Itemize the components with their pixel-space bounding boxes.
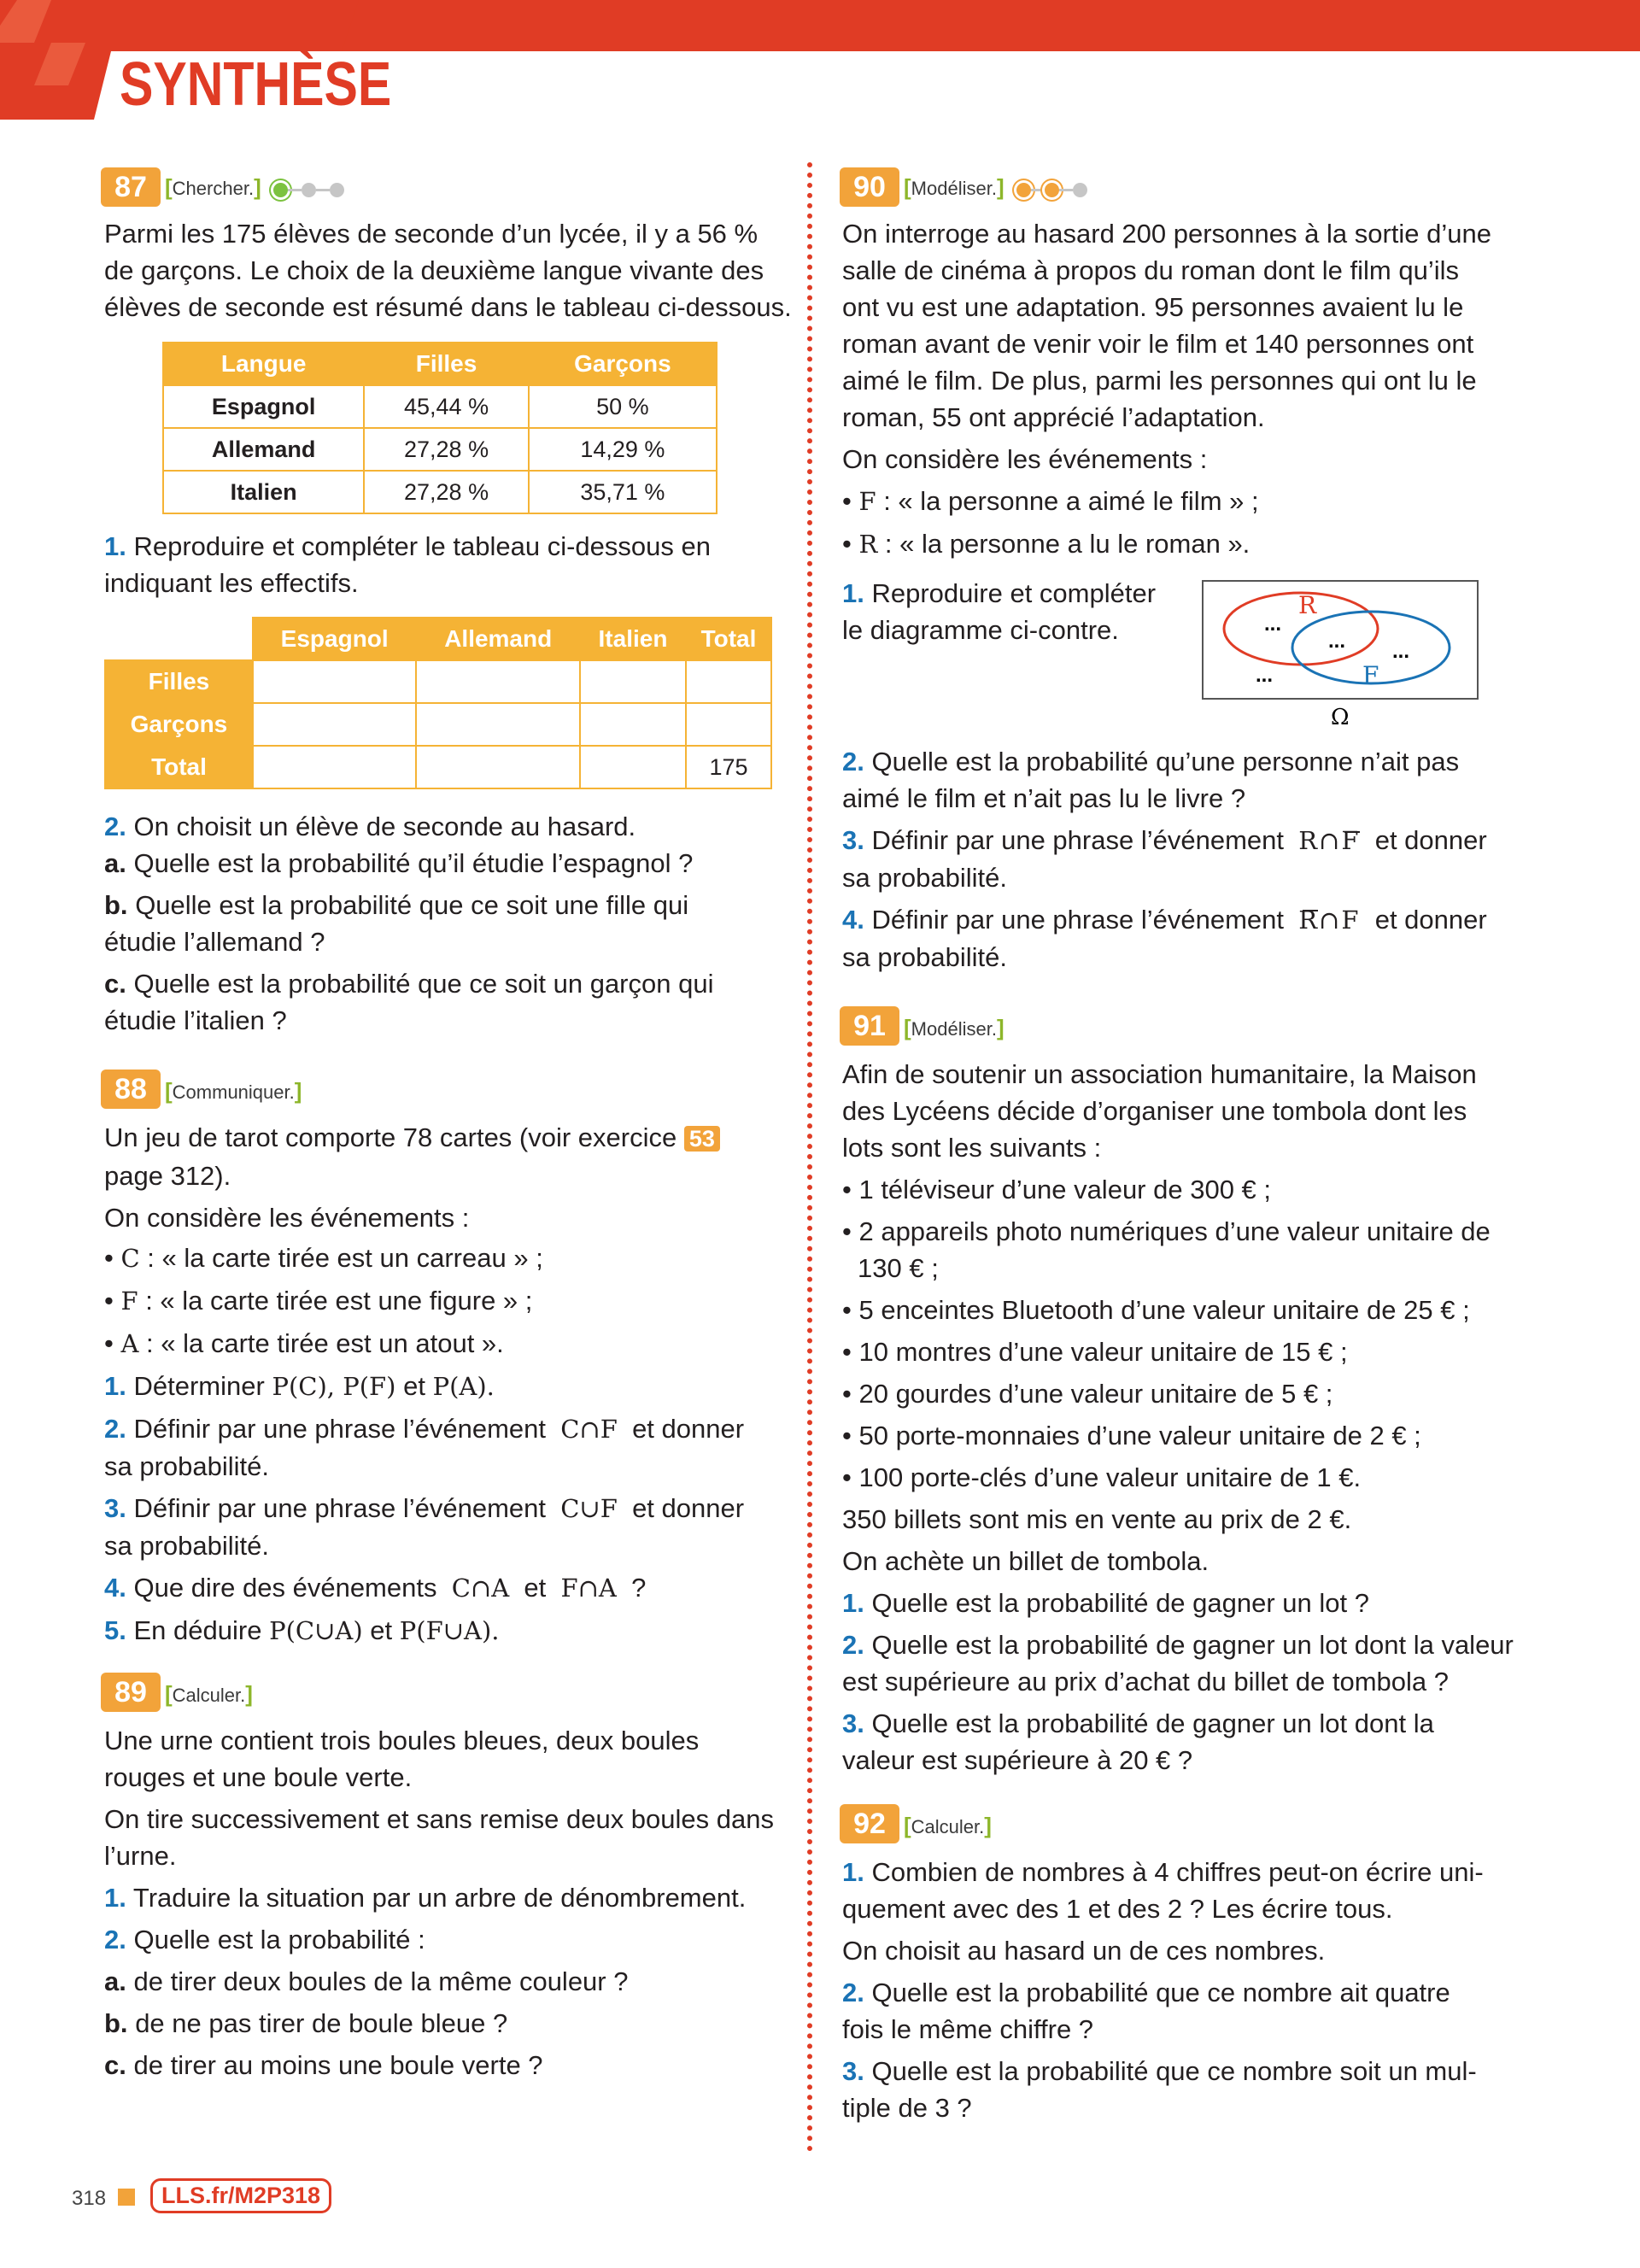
exercise-89-body: Une urne contient trois boules bleues, deux boules rouges et une boule verte. On tire successivement et sans remise deux boules dans l’urne. 1. Traduire la situation par un arbre de dénombrement. 2. Quelle est la probabilité : a. de tirer deux boules de la même couleur ? b. de ne pas tirer de boule bleue ? c. de tirer au moins une boule verte ? (104, 1726, 774, 2080)
list-item: • 5 enceintes Bluetooth d’une valeur unitaire de 25 € ; (842, 1295, 1470, 1325)
table-row: Italien 27,28 % 35,71 % (163, 471, 717, 513)
footer-link[interactable]: LLS.fr/M2P318 (150, 2178, 331, 2213)
venn-diagram (1200, 579, 1482, 733)
exercise-91-tag: [Modéliser.] (904, 1015, 1004, 1040)
exercise-89-number: 89 (101, 1673, 161, 1712)
column-header: Allemand (416, 618, 580, 660)
list-item: • 100 porte-clés d’une valeur unitaire de 1 €. (842, 1462, 1362, 1492)
table-row: Filles (105, 660, 771, 703)
table-row: Allemand 27,28 % 14,29 % (163, 428, 717, 471)
page-title: SYNTHÈSE (120, 50, 392, 119)
exercise-90-intro: On interroge au hasard 200 personnes à la sortie d’une salle de cinéma à propos du roman dont le film qu’ils ont vu est une adaptation. 95 personnes avaient lu le roman avant de venir voir le film et 140 personnes ont aimé le film. De plus, parmi les personnes qui ont lu le roman, 55 ont apprécié l’adaptation. On considère les événements : • F : « la personne a aimé le film » ; • R : « la personne a lu le roman ». 1. Reproduire et compléter le diagramme ci-contre. (842, 219, 1491, 645)
list-item: • 1 téléviseur d’une valeur de 300 € ; (842, 1175, 1272, 1204)
exercise-88-body: Un jeu de tarot comporte 78 cartes (voir exercice 53 page 312). On considère les événements : • C : « la carte tirée est un carreau » ; • F : « la carte tirée est une figure » ; • A : « la carte tirée est un atout ». 1. Déterminer P(C), P(F) et P(A). 2. Définir par une phrase l’événement C∩F et donner sa probabilité. 3. Définir par une phrase l’événement C∪F et donner sa probabilité. 4. Que dire des événements C∩A et F∩A ? 5. En déduire P(C∪A) et P(F∪A). (104, 1122, 745, 1645)
exercise-92-number: 92 (840, 1804, 899, 1843)
table-row: Garçons (105, 703, 771, 746)
column-header: Garçons (529, 343, 717, 385)
footer-square (118, 2189, 135, 2206)
column-header: Total (686, 618, 771, 660)
complement-bar (1303, 910, 1318, 911)
complement-bar (1344, 831, 1360, 833)
venn-dots: ... (1264, 612, 1282, 636)
exercise-89-tag: [Calculer.] (165, 1681, 253, 1707)
venn-dots: ... (1328, 630, 1346, 653)
exercise-91-number: 91 (840, 1006, 899, 1046)
effectifs-table (104, 617, 772, 789)
exercise-88-number: 88 (101, 1070, 161, 1109)
column-divider (807, 162, 812, 2153)
list-item: • 20 gourdes d’une valeur unitaire de 5 € ; (842, 1379, 1333, 1409)
page-number: 318 (72, 2187, 107, 2210)
header-band (342, 0, 1640, 51)
column-header: Espagnol (253, 618, 417, 660)
language-table (162, 342, 718, 514)
difficulty-indicator (273, 178, 344, 199)
venn-label-f: F (1362, 661, 1379, 689)
venn-label-r: R (1298, 591, 1317, 619)
exercise-91-body: Afin de soutenir un association humanitaire, la Maison des Lycéens décide d’organiser une tombola dont les lots sont les suivants : • 1 téléviseur d’une valeur de 300 € ; • 2 appareils photo numériques d’une valeur unitaire de 130 € ; • 5 enceintes Bluetooth d’une valeur unitaire de 25 € ; • 10 montres d’une valeur unitaire de 15 € ; • 20 gourdes d’une valeur unitaire de 5 € ; • 50 porte-monnaies d’une valeur unitaire de 2 € ; • 100 porte-clés d’une valeur unitaire de 1 €. 350 billets sont mis en vente au prix de 2 €. On achète un billet de tombola. 1. Quelle est la probabilité de gagner un lot ? 2. Quelle est la probabilité de gagner un lot dont la valeur est supérieure au prix d’achat du billet de tombola ? 3. Quelle est la probabilité de gagner un lot dont la valeur est supérieure à 20 € ? (842, 1059, 1514, 1775)
difficulty-indicator (1016, 178, 1087, 199)
exercise-87-intro: Parmi les 175 élèves de seconde d’un lycée, il y a 56 % de garçons. Le choix de la deuxième langue vivante des élèves de seconde est résumé dans le tableau ci-dessous. (104, 219, 792, 322)
exercise-92-tag: [Calculer.] (904, 1813, 992, 1838)
exercise-90-tag: [Modéliser.] (904, 174, 1087, 201)
list-item: • 2 appareils photo numériques d’une valeur unitaire de (842, 1216, 1491, 1246)
exercise-90-number: 90 (840, 167, 899, 207)
exercise-87-q1: 1. Reproduire et compléter le tableau ci-dessous en indiquant les effectifs. (104, 531, 711, 598)
exercise-90-questions: 2. Quelle est la probabilité qu’une personne n’ait pas aimé le film et n’ait pas lu le livre ? 3. Définir par une phrase l’événement R∩F et donner sa probabilité. 4. Définir par une phrase l’événement R∩F et donner sa probabilité. (842, 747, 1487, 972)
column-header: Langue (163, 343, 364, 385)
column-header: Filles (364, 343, 529, 385)
exercise-87-questions: 2. On choisit un élève de seconde au hasard. a. Quelle est la probabilité qu’il étudie l’espagnol ? b. Quelle est la probabilité que ce soit une fille qui étudie l’allemand ? c. Quelle est la probabilité que ce soit un garçon qui étudie l’italien ? (104, 812, 714, 1035)
list-item: • 50 porte-monnaies d’une valeur unitaire de 2 € ; (842, 1421, 1421, 1450)
column-header: Italien (580, 618, 686, 660)
exercise-88-tag: [Communiquer.] (165, 1078, 302, 1104)
venn-dots: ... (1256, 664, 1274, 687)
venn-label-omega: Ω (1331, 705, 1350, 730)
exercise-92-body: 1. Combien de nombres à 4 chiffres peut-on écrire uni- quement avec des 1 et des 2 ? Les écrire tous. On choisit au hasard un de ces nombres. 2. Quelle est la probabilité que ce nombre ait quatre fois le même chiffre ? 3. Quelle est la probabilité que ce nombre soit un mul- tiple de 3 ? (842, 1857, 1484, 2123)
table-row: Espagnol 45,44 % 50 % (163, 385, 717, 428)
venn-dots: ... (1392, 640, 1410, 663)
table-row: Total 175 (105, 746, 771, 788)
list-item: • 10 montres d’une valeur unitaire de 15 € ; (842, 1337, 1348, 1367)
math-r: R∩F (1298, 826, 1361, 855)
exercise-87-number: 87 (101, 167, 161, 207)
exercise-reference-badge: 53 (684, 1126, 720, 1152)
exercise-87-tag: [Chercher.] (165, 174, 344, 201)
